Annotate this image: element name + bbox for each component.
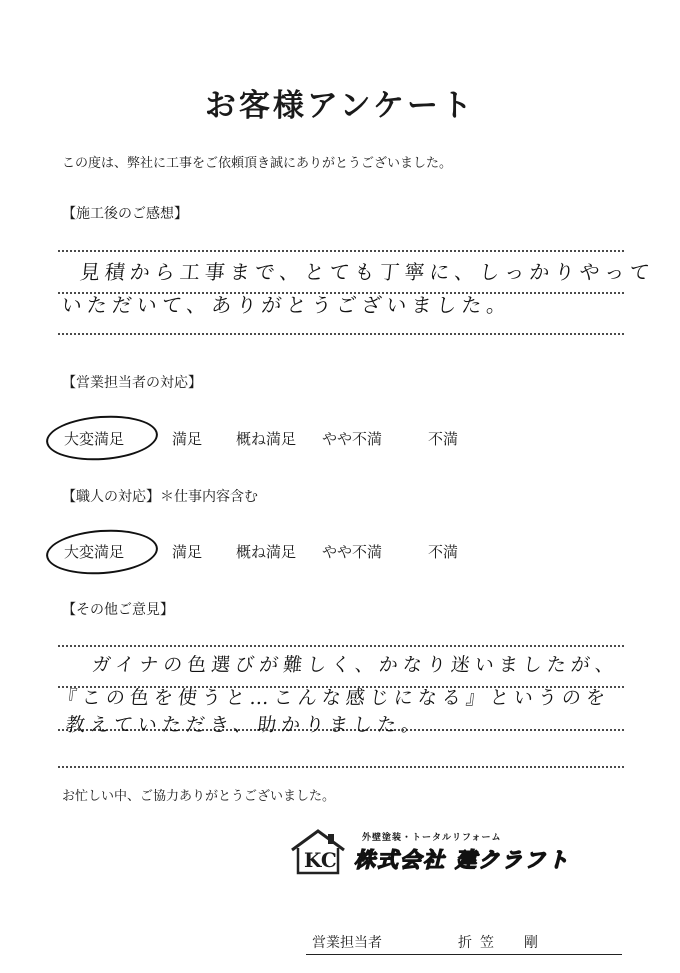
other-answer-line2: 『この色を使うと…こんな感じになる』というのを — [56, 687, 612, 709]
craftsmen-option-very-satisfied: 大変満足 — [64, 543, 125, 561]
craftsmen-heading: 【職人の対応】＊仕事内容含む — [62, 489, 258, 505]
answer-line-rule — [58, 333, 624, 335]
sales-option-dissatisfied: 不満 — [428, 430, 459, 448]
impressions-heading: 【施工後のご感想】 — [62, 206, 188, 222]
impressions-answer-line1: 見積から工事まで、とても丁寧に、しっかりやって — [78, 260, 656, 284]
other-answer-line1: ガイナの色選びが難しく、かなり迷いましたが、 — [90, 654, 621, 676]
logo-mark: KC — [304, 848, 337, 872]
staff-label: 営業担当者 — [312, 935, 382, 951]
staff-name: 折笠 剛 — [458, 935, 546, 951]
logo-tagline: 外壁塗装・トータルリフォーム — [362, 833, 502, 843]
intro-text: この度は、弊社に工事をご依頼頂き誠にありがとうございました。 — [62, 156, 453, 171]
company-logo — [288, 828, 610, 876]
sales-option-mostly-satisfied: 概ね満足 — [236, 430, 297, 448]
craftsmen-option-satisfied: 満足 — [172, 543, 203, 561]
impressions-answer-line2: いただいて、ありがとうございました。 — [60, 293, 513, 317]
craftsmen-option-somewhat-dissatisfied: やや不満 — [322, 543, 383, 561]
answer-line-rule — [58, 766, 624, 768]
craftsmen-option-mostly-satisfied: 概ね満足 — [236, 543, 297, 561]
sales-option-very-satisfied: 大変満足 — [64, 430, 125, 448]
staff-underline — [306, 954, 622, 955]
page-title: お客様アンケート — [204, 88, 476, 124]
answer-line-rule — [58, 645, 624, 647]
closing-text: お忙しい中、ご協力ありがとうございました。 — [62, 789, 336, 804]
sales-option-somewhat-dissatisfied: やや不満 — [322, 430, 383, 448]
craftsmen-option-dissatisfied: 不満 — [428, 543, 459, 561]
logo-company-name: 株式会社 建クラフト — [354, 848, 571, 872]
sales-heading: 【営業担当者の対応】 — [62, 375, 202, 391]
sales-option-satisfied: 満足 — [172, 430, 203, 448]
other-comments-heading: 【その他ご意見】 — [62, 602, 174, 618]
other-answer-line3: 教えていただき、助かりました。 — [64, 714, 427, 736]
answer-line-rule — [58, 250, 624, 252]
